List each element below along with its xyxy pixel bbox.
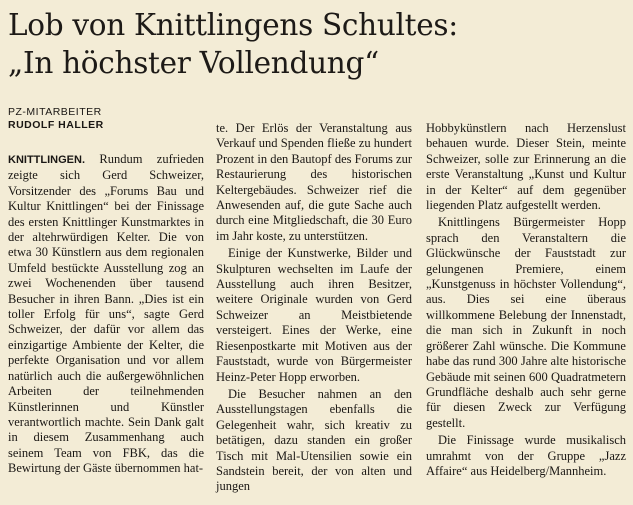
article-paragraph: Hobbykünstlern nach Herzenslust behauen wurde. Dieser Stein, meinte Schweizer, solle zur Erinnerung an die erste Veranstaltung „Kunst und Kultur in der Kelter“ auf dem gegenüber liegenden Platz aufgestellt werden. [426,121,626,213]
byline-role: PZ-MITARBEITER [8,106,102,118]
article-paragraph: Einige der Kunstwerke, Bilder und Skulpturen wechselten im Laufe der Ausstellung auch ihren Besitzer, weitere Originale wurden von Gerd Schweizer an Meistbietende versteigert. Eines der Werke, eine Riesenpostkarte mit Motiven aus der Fauststadt, wurde von Bürgermeister Heinz-Peter Hopp erworben. [216,246,412,384]
article-paragraph [8,152,204,477]
dateline: KNITTLINGEN. [8,154,85,166]
headline [8,6,628,82]
headline-line-1: Lob von Knittlingens Schultes: [8,8,458,42]
article-column-2 [216,121,412,495]
byline [8,106,208,131]
article-column-1 [8,152,204,477]
paragraph-text: Rundum zufrieden zeigte sich Gerd Schweizer, Vorsitzender des „Forums Bau und Kultur Knittlingen“ bei der Finissage des ersten Knittlinger Kunstmarktes in der altehrwürdigen Kelter. Die von etwa 30 Künstlern aus dem regionalen Umfeld bestückte Ausstellung zog an zwei Wochenenden über tausend Besucher in ihren Bann. „Dies ist ein toller Erfolg für uns“, sagte Gerd Schweizer, der dafür vor allem das einzigartige Ambiente der Kelter, die perfekte Organisation und vor allem natürlich auch die außergewöhnlichen Arbeiten der teilnehmenden Künstlerinnen und Künstler verantwortlich machte. Sein Dank galt in diesem Zusammenhang auch seinem Team von FBK, das die Bewirtung der Gäste übernommen hat- [8,152,204,476]
article-paragraph: Knittlingens Bürgermeister Hopp sprach den Veranstaltern die Glückwünsche der Fauststadt zur gelungenen Premiere, einem „Kunstgenuss in höchster Vollendung“, aus. Dies sei eine überaus willkommene Belebung der Innenstadt, die man sich in Zukunft in noch größerer Zahl wünsche. Die Kommune habe das rund 300 Jahre alte historische Gebäude mit seinen 600 Quadratmetern Grundfläche deshalb auch sehr gerne für diesen Zweck zur Verfügung gestellt. [426,215,626,430]
headline-line-2: „In höchster Vollendung“ [8,46,379,80]
byline-author: RUDOLF HALLER [8,118,104,131]
article-paragraph: Die Finissage wurde musikalisch umrahmt von der Gruppe „Jazz Affaire“ aus Heidelberg/Mannheim. [426,433,626,478]
article-paragraph: Die Besucher nahmen an den Ausstellungstagen ebenfalls die Gelegenheit wahr, sich kreativ zu betätigen, dazu standen ein großer Tisch mit Mal-Utensilien sowie ein Sandstein bereit, der von alten und jungen [216,386,412,494]
article-paragraph: te. Der Erlös der Veranstaltung aus Verkauf und Spenden fließe zu hundert Prozent in den Bautopf des Forums zur Restaurierung des historischen Keltergebäudes. Schweizer rief die Anwesenden auf, die gute Sache auch durch eine Mitgliedschaft, die 30 Euro im Jahr koste, zu unterstützen. [216,121,412,243]
article-column-3 [426,121,626,479]
